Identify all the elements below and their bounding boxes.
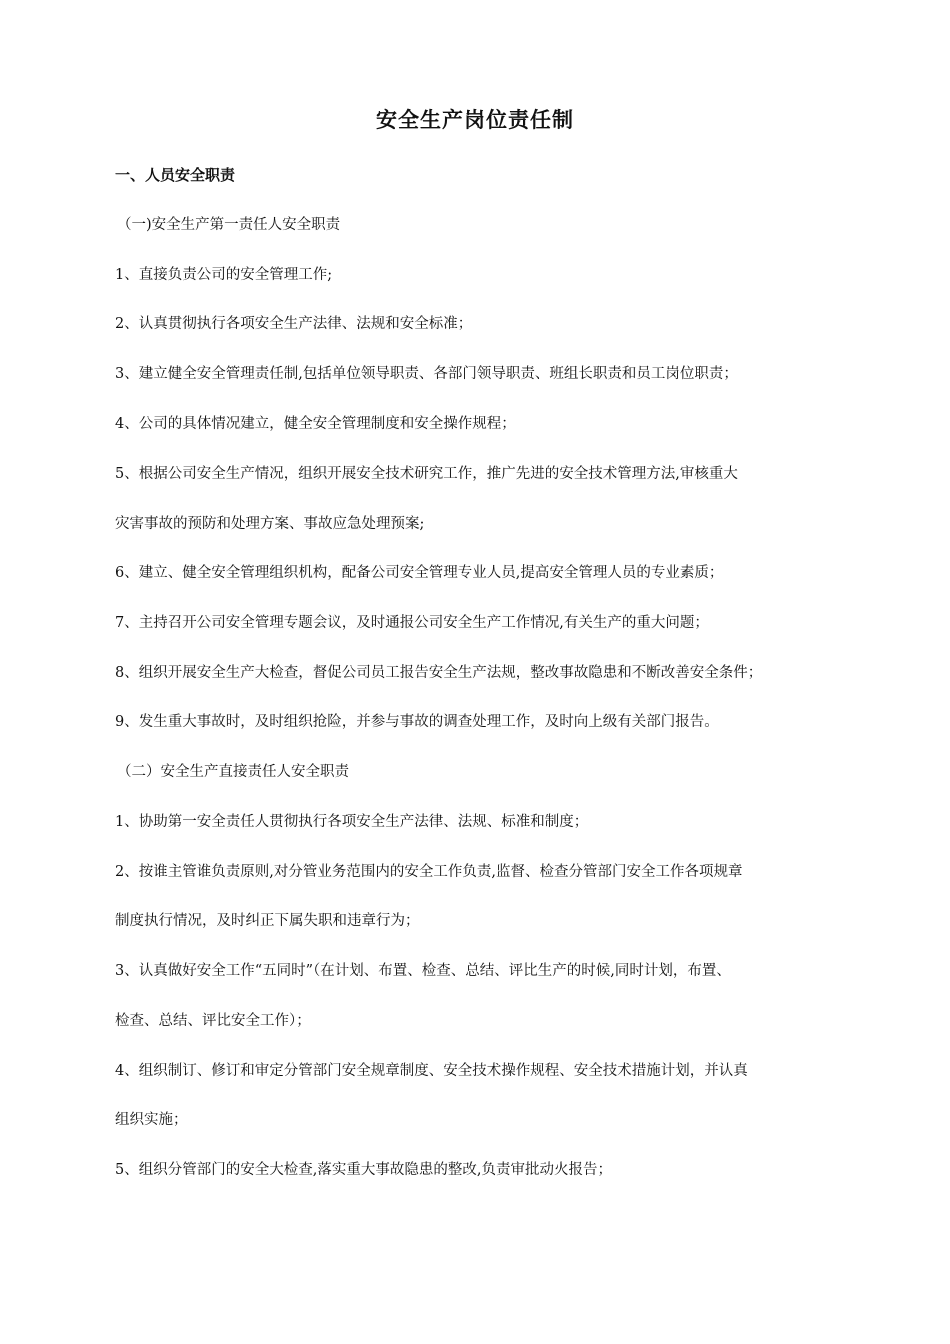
paragraph-line: 组织实施；: [115, 1112, 188, 1128]
paragraph-line: 灾害事故的预防和处理方案、事故应急处理预案;: [115, 516, 425, 532]
paragraph-line: 2、认真贯彻执行各项安全生产法律、法规和安全标准；: [115, 316, 473, 332]
subsection-heading-direct-responsible: （二）安全生产直接责任人安全职责: [117, 764, 349, 780]
paragraph-line: 6、建立、健全安全管理组织机构，配备公司安全管理专业人员,提高安全管理人员的专业素质；: [115, 565, 724, 581]
paragraph-line: 制度执行情况，及时纠正下属失职和违章行为；: [115, 913, 420, 929]
paragraph-line: 5、根据公司安全生产情况，组织开展安全技术研究工作，推广先进的安全技术管理方法,审核重大: [115, 466, 738, 482]
paragraph-line: 4、组织制订、修订和审定分管部门安全规章制度、安全技术操作规程、安全技术措施计划，并认真: [115, 1063, 748, 1079]
paragraph-line: 7、主持召开公司安全管理专题会议，及时通报公司安全生产工作情况,有关生产的重大问题；: [115, 615, 709, 631]
paragraph-line: 1、直接负责公司的安全管理工作;: [115, 267, 333, 283]
paragraph-line: 5、组织分管部门的安全大检查,落实重大事故隐患的整改,负责审批动火报告；: [115, 1162, 612, 1178]
paragraph-line: 2、按谁主管谁负责原则,对分管业务范围内的安全工作负责,监督、检查分管部门安全工作各项规章: [115, 864, 743, 880]
paragraph-line: 8、组织开展安全生产大检查，督促公司员工报告安全生产法规，整改事故隐患和不断改善安全条件；: [115, 665, 763, 681]
document-title: 安全生产岗位责任制: [376, 107, 574, 132]
paragraph-line: 3、认真做好安全工作“五同时”（在计划、布置、检查、总结、评比生产的时候,同时计划，布置、: [115, 963, 731, 979]
paragraph-line: 1、协助第一安全责任人贯彻执行各项安全生产法律、法规、标准和制度；: [115, 814, 589, 830]
paragraph-line: 9、发生重大事故时，及时组织抢险，并参与事故的调查处理工作，及时向上级有关部门报告。: [115, 714, 719, 730]
section-heading-personnel-duties: 一、人员安全职责: [115, 166, 236, 184]
paragraph-line: 检查、总结、评比安全工作）；: [115, 1013, 311, 1029]
paragraph-line: 3、建立健全安全管理责任制,包括单位领导职责、各部门领导职责、班组长职责和员工岗位职责；: [115, 366, 738, 382]
paragraph-line: 4、公司的具体情况建立，健全安全管理制度和安全操作规程；: [115, 416, 516, 432]
subsection-heading-first-responsible: （一)安全生产第一责任人安全职责: [117, 217, 341, 233]
